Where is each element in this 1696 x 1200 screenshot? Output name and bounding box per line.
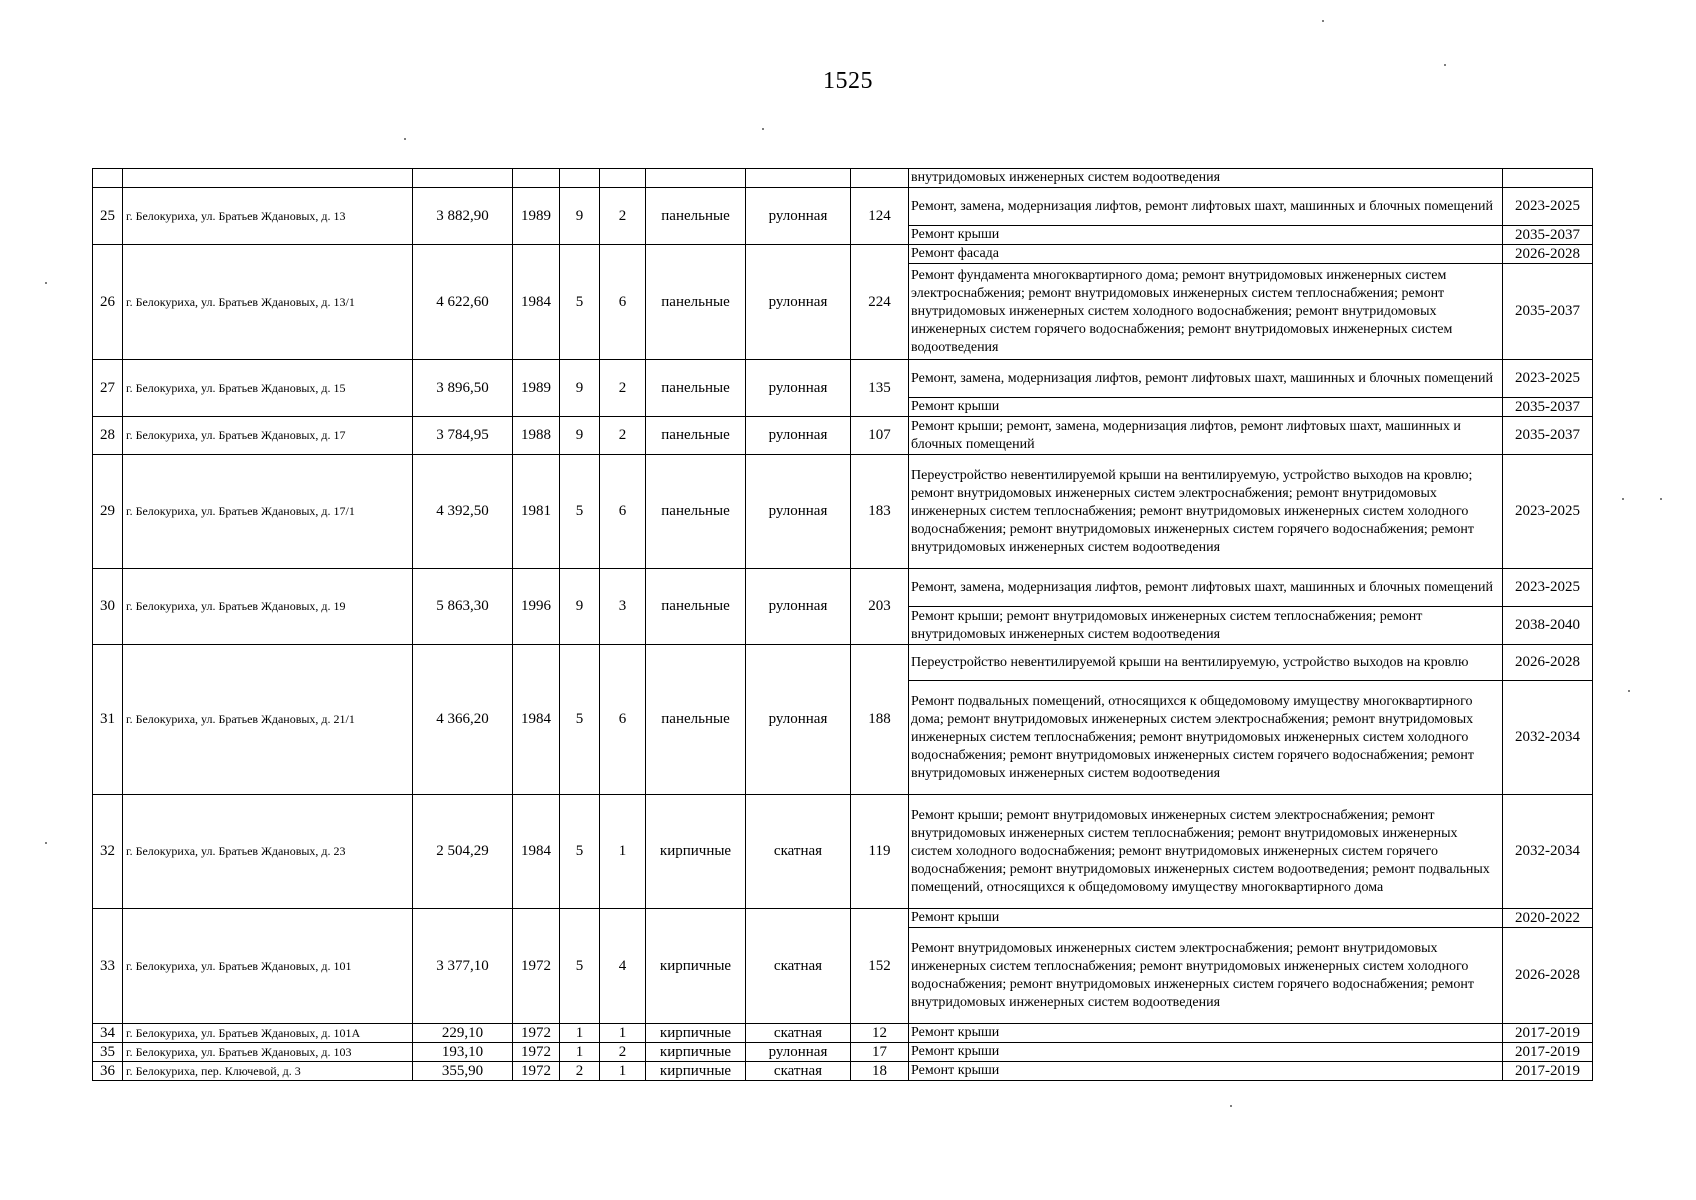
area-cell: 3 377,10 (413, 909, 513, 1024)
table-row (93, 1024, 1593, 1043)
floors-cell: 5 (560, 909, 600, 1024)
work-description-cell: Ремонт крыши (909, 1043, 1503, 1062)
entrances-cell: 2 (600, 188, 646, 245)
table-row (93, 909, 1593, 928)
entrances-cell: 4 (600, 909, 646, 1024)
work-period-cell: 2023-2025 (1503, 188, 1593, 226)
scan-speck (762, 128, 764, 130)
roof-type-cell: рулонная (746, 1043, 851, 1062)
scan-speck (45, 842, 47, 844)
area-cell: 5 863,30 (413, 569, 513, 645)
work-period-cell: 2023-2025 (1503, 360, 1593, 398)
work-description-cell: Ремонт крыши (909, 1062, 1503, 1081)
floors-cell: 9 (560, 360, 600, 417)
roof-type-cell: рулонная (746, 360, 851, 417)
work-period-cell: 2038-2040 (1503, 607, 1593, 645)
continuation-cell-num (93, 169, 123, 188)
roof-type-cell: рулонная (746, 188, 851, 245)
residents-cell: 124 (851, 188, 909, 245)
continuation-cell-entrances (600, 169, 646, 188)
address-cell: г. Белокуриха, ул. Братьев Ждановых, д. 13 (123, 188, 413, 245)
row-number: 27 (93, 360, 123, 417)
work-description-cell: Ремонт крыши (909, 226, 1503, 245)
table-row (93, 569, 1593, 607)
residents-cell: 188 (851, 645, 909, 795)
walls-material-cell: панельные (646, 569, 746, 645)
entrances-cell: 3 (600, 569, 646, 645)
residents-cell: 135 (851, 360, 909, 417)
address-cell: г. Белокуриха, ул. Братьев Ждановых, д. 13/1 (123, 245, 413, 360)
work-description-cell: Ремонт, замена, модернизация лифтов, ремонт лифтовых шахт, машинных и блочных помещений (909, 569, 1503, 607)
floors-cell: 9 (560, 569, 600, 645)
scan-speck (1622, 498, 1624, 500)
work-period-cell: 2023-2025 (1503, 569, 1593, 607)
work-period-cell: 2020-2022 (1503, 909, 1593, 928)
row-number: 36 (93, 1062, 123, 1081)
table-body (93, 169, 1593, 1081)
walls-material-cell: кирпичные (646, 1043, 746, 1062)
roof-type-cell: скатная (746, 1024, 851, 1043)
table-row (93, 1062, 1593, 1081)
floors-cell: 1 (560, 1043, 600, 1062)
walls-material-cell: кирпичные (646, 1024, 746, 1043)
address-cell: г. Белокуриха, ул. Братьев Ждановых, д. 23 (123, 795, 413, 909)
work-description-cell: Переустройство невентилируемой крыши на вентилируемую, устройство выходов на кровлю (909, 645, 1503, 681)
address-cell: г. Белокуриха, ул. Братьев Ждановых, д. 19 (123, 569, 413, 645)
work-description-cell: Ремонт, замена, модернизация лифтов, ремонт лифтовых шахт, машинных и блочных помещений (909, 188, 1503, 226)
entrances-cell: 1 (600, 1024, 646, 1043)
continuation-cell-walls (646, 169, 746, 188)
year-cell: 1984 (513, 795, 560, 909)
address-cell: г. Белокуриха, пер. Ключевой, д. 3 (123, 1062, 413, 1081)
work-period-cell: 2032-2034 (1503, 795, 1593, 909)
year-cell: 1989 (513, 188, 560, 245)
floors-cell: 5 (560, 645, 600, 795)
year-cell: 1984 (513, 245, 560, 360)
year-cell: 1989 (513, 360, 560, 417)
row-number: 32 (93, 795, 123, 909)
work-period-cell: 2035-2037 (1503, 226, 1593, 245)
continuation-cell-roof (746, 169, 851, 188)
table-row (93, 1043, 1593, 1062)
year-cell: 1972 (513, 1024, 560, 1043)
entrances-cell: 2 (600, 360, 646, 417)
roof-type-cell: рулонная (746, 417, 851, 455)
row-number: 29 (93, 455, 123, 569)
work-description-cell: Ремонт фасада (909, 245, 1503, 264)
work-description-cell: Ремонт внутридомовых инженерных систем электроснабжения; ремонт внутридомовых инженерных систем теплоснабжения; ремонт внутридомовых инженерных систем холодного водоснабжения; ремонт внутридомовых инженерных систем горячего водоснабжения; ремонт внутридомовых инженерных систем водоотведения (909, 928, 1503, 1024)
roof-type-cell: скатная (746, 909, 851, 1024)
address-cell: г. Белокуриха, ул. Братьев Ждановых, д. 101 (123, 909, 413, 1024)
address-cell: г. Белокуриха, ул. Братьев Ждановых, д. 21/1 (123, 645, 413, 795)
work-description-cell: Ремонт крыши (909, 398, 1503, 417)
entrances-cell: 1 (600, 1062, 646, 1081)
address-cell: г. Белокуриха, ул. Братьев Ждановых, д. 15 (123, 360, 413, 417)
table-row (93, 795, 1593, 909)
area-cell: 3 896,50 (413, 360, 513, 417)
residents-cell: 119 (851, 795, 909, 909)
walls-material-cell: панельные (646, 455, 746, 569)
roof-type-cell: рулонная (746, 569, 851, 645)
floors-cell: 9 (560, 417, 600, 455)
walls-material-cell: кирпичные (646, 795, 746, 909)
area-cell: 4 366,20 (413, 645, 513, 795)
continuation-cell-area (413, 169, 513, 188)
walls-material-cell: панельные (646, 360, 746, 417)
scan-speck (1660, 498, 1662, 500)
work-description-cell: Ремонт крыши; ремонт, замена, модернизация лифтов, ремонт лифтовых шахт, машинных и блочных помещений (909, 417, 1503, 455)
continuation-cell-address (123, 169, 413, 188)
table-row (93, 417, 1593, 455)
area-cell: 2 504,29 (413, 795, 513, 909)
address-cell: г. Белокуриха, ул. Братьев Ждановых, д. 103 (123, 1043, 413, 1062)
residents-cell: 203 (851, 569, 909, 645)
walls-material-cell: панельные (646, 188, 746, 245)
roof-type-cell: скатная (746, 1062, 851, 1081)
walls-material-cell: кирпичные (646, 909, 746, 1024)
continuation-row (93, 169, 1593, 188)
continuation-cell-residents (851, 169, 909, 188)
work-period-cell: 2017-2019 (1503, 1062, 1593, 1081)
roof-type-cell: рулонная (746, 645, 851, 795)
residents-cell: 12 (851, 1024, 909, 1043)
work-description-cell: Ремонт, замена, модернизация лифтов, ремонт лифтовых шахт, машинных и блочных помещений (909, 360, 1503, 398)
work-description-cell: Ремонт крыши (909, 909, 1503, 928)
year-cell: 1984 (513, 645, 560, 795)
work-period-cell: 2017-2019 (1503, 1043, 1593, 1062)
scan-speck (45, 282, 47, 284)
entrances-cell: 1 (600, 795, 646, 909)
continuation-work: внутридомовых инженерных систем водоотведения (909, 169, 1503, 188)
entrances-cell: 6 (600, 455, 646, 569)
area-cell: 3 882,90 (413, 188, 513, 245)
year-cell: 1972 (513, 1062, 560, 1081)
work-period-cell: 2017-2019 (1503, 1024, 1593, 1043)
work-description-cell: Ремонт крыши; ремонт внутридомовых инженерных систем теплоснабжения; ремонт внутридомовых инженерных систем водоотведения (909, 607, 1503, 645)
table-row (93, 188, 1593, 226)
floors-cell: 5 (560, 245, 600, 360)
roof-type-cell: скатная (746, 795, 851, 909)
table-row (93, 645, 1593, 681)
area-cell: 3 784,95 (413, 417, 513, 455)
year-cell: 1972 (513, 1043, 560, 1062)
floors-cell: 1 (560, 1024, 600, 1043)
work-period-cell: 2035-2037 (1503, 264, 1593, 360)
row-number: 30 (93, 569, 123, 645)
roof-type-cell: рулонная (746, 455, 851, 569)
work-description-cell: Ремонт крыши (909, 1024, 1503, 1043)
page-number: 1525 (823, 68, 873, 94)
table-row (93, 245, 1593, 264)
work-period-cell: 2035-2037 (1503, 417, 1593, 455)
work-period-cell: 2032-2034 (1503, 681, 1593, 795)
area-cell: 193,10 (413, 1043, 513, 1062)
work-description-cell: Ремонт фундамента многоквартирного дома; ремонт внутридомовых инженерных систем электроснабжения; ремонт внутридомовых инженерных систем теплоснабжения; ремонт внутридомовых инженерных систем холодного водоснабжения; ремонт внутридомовых инженерных систем горячего водоснабжения; ремонт внутридомовых инженерных систем водоотведения (909, 264, 1503, 360)
walls-material-cell: панельные (646, 245, 746, 360)
work-period-cell: 2026-2028 (1503, 645, 1593, 681)
repair-schedule-table-wrapper (92, 168, 1592, 1081)
area-cell: 4 392,50 (413, 455, 513, 569)
area-cell: 355,90 (413, 1062, 513, 1081)
work-description-cell: Ремонт крыши; ремонт внутридомовых инженерных систем электроснабжения; ремонт внутридомовых инженерных систем теплоснабжения; ремонт внутридомовых инженерных систем холодного водоснабжения; ремонт внутридомовых инженерных систем горячего водоснабжения; ремонт внутридомовых инженерных систем водоотведения; ремонт подвальных помещений, относящихся к общедомовому имуществу многоквартирного дома (909, 795, 1503, 909)
work-period-cell: 2026-2028 (1503, 245, 1593, 264)
repair-schedule-table (92, 168, 1593, 1081)
area-cell: 4 622,60 (413, 245, 513, 360)
table-row (93, 360, 1593, 398)
address-cell: г. Белокуриха, ул. Братьев Ждановых, д. 101А (123, 1024, 413, 1043)
entrances-cell: 2 (600, 1043, 646, 1062)
scan-speck (1230, 1105, 1232, 1107)
row-number: 28 (93, 417, 123, 455)
area-cell: 229,10 (413, 1024, 513, 1043)
work-description-cell: Ремонт подвальных помещений, относящихся к общедомовому имуществу многоквартирного дома; ремонт внутридомовых инженерных систем электроснабжения; ремонт внутридомовых инженерных систем теплоснабжения; ремонт внутридомовых инженерных систем холодного водоснабжения; ремонт внутридомовых инженерных систем горячего водоснабжения; ремонт внутридомовых инженерных систем водоотведения (909, 681, 1503, 795)
year-cell: 1996 (513, 569, 560, 645)
residents-cell: 18 (851, 1062, 909, 1081)
work-period-cell: 2023-2025 (1503, 455, 1593, 569)
continuation-cell-year (513, 169, 560, 188)
row-number: 35 (93, 1043, 123, 1062)
scan-speck (1628, 690, 1630, 692)
year-cell: 1972 (513, 909, 560, 1024)
floors-cell: 9 (560, 188, 600, 245)
walls-material-cell: панельные (646, 417, 746, 455)
continuation-cell-floors (560, 169, 600, 188)
entrances-cell: 6 (600, 645, 646, 795)
residents-cell: 17 (851, 1043, 909, 1062)
residents-cell: 224 (851, 245, 909, 360)
year-cell: 1988 (513, 417, 560, 455)
work-period-cell: 2026-2028 (1503, 928, 1593, 1024)
roof-type-cell: рулонная (746, 245, 851, 360)
table-row (93, 455, 1593, 569)
walls-material-cell: панельные (646, 645, 746, 795)
row-number: 31 (93, 645, 123, 795)
walls-material-cell: кирпичные (646, 1062, 746, 1081)
scan-speck (404, 138, 406, 140)
address-cell: г. Белокуриха, ул. Братьев Ждановых, д. 17/1 (123, 455, 413, 569)
year-cell: 1981 (513, 455, 560, 569)
entrances-cell: 2 (600, 417, 646, 455)
row-number: 33 (93, 909, 123, 1024)
scan-speck (1322, 20, 1324, 22)
floors-cell: 5 (560, 795, 600, 909)
residents-cell: 183 (851, 455, 909, 569)
continuation-period (1503, 169, 1593, 188)
residents-cell: 152 (851, 909, 909, 1024)
work-description-cell: Переустройство невентилируемой крыши на вентилируемую, устройство выходов на кровлю; ремонт внутридомовых инженерных систем электроснабжения; ремонт внутридомовых инженерных систем теплоснабжения; ремонт внутридомовых инженерных систем холодного водоснабжения; ремонт внутридомовых инженерных систем горячего водоснабжения; ремонт внутридомовых инженерных систем водоотведения (909, 455, 1503, 569)
address-cell: г. Белокуриха, ул. Братьев Ждановых, д. 17 (123, 417, 413, 455)
floors-cell: 5 (560, 455, 600, 569)
residents-cell: 107 (851, 417, 909, 455)
work-period-cell: 2035-2037 (1503, 398, 1593, 417)
row-number: 26 (93, 245, 123, 360)
floors-cell: 2 (560, 1062, 600, 1081)
scan-speck (1444, 64, 1446, 66)
entrances-cell: 6 (600, 245, 646, 360)
row-number: 25 (93, 188, 123, 245)
row-number: 34 (93, 1024, 123, 1043)
